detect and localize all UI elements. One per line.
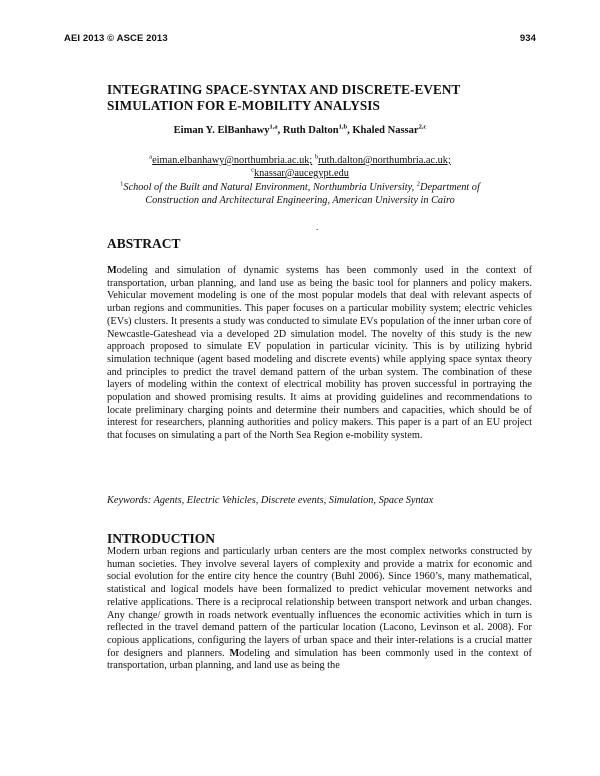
- stray-mark: .: [316, 222, 319, 232]
- email-link[interactable]: knassar@aucegypt.edu: [253, 168, 349, 179]
- email-link[interactable]: eiman.elbanhawy@northumbria.ac.uk;: [152, 155, 313, 166]
- author-name: Khaled Nassar: [352, 125, 419, 136]
- affiliation-2-start: Department of: [420, 182, 480, 193]
- abstract-heading: ABSTRACT: [107, 236, 181, 251]
- introduction-paragraph-end: odeling and simulation has been commonly used in the context of transportation, urban planning, and land use as being the: [107, 647, 532, 672]
- email-superscript: c: [251, 166, 254, 174]
- author-separator: ,: [347, 125, 353, 136]
- author-separator: ,: [277, 125, 283, 136]
- email-link[interactable]: ruth.dalton@northumbria.ac.uk;: [318, 155, 451, 166]
- email-superscript: b: [314, 153, 319, 161]
- author-superscript: 1,b: [338, 123, 348, 131]
- author-list: [0, 125, 600, 136]
- affiliation-superscript: 1: [120, 180, 124, 188]
- affiliations: [0, 181, 600, 207]
- introduction-heading: INTRODUCTION: [107, 531, 216, 546]
- keywords: Keywords: Agents, Electric Vehicles, Discrete events, Simulation, Space Syntax: [107, 495, 434, 506]
- author-name: Ruth Dalton: [282, 125, 339, 136]
- affiliation-2-end: Construction and Architectural Engineering, American University in Cairo: [145, 195, 455, 206]
- title-line-2: SIMULATION FOR E-MOBILITY ANALYSIS: [107, 98, 380, 113]
- title-line-1: INTEGRATING SPACE-SYNTAX AND DISCRETE-EVENT: [107, 82, 461, 97]
- introduction-text: [107, 546, 532, 673]
- author-superscript: 1,a: [269, 123, 278, 131]
- email-superscript: a: [149, 153, 153, 161]
- introduction-lead-letter: M: [229, 647, 240, 659]
- author-emails: [0, 154, 600, 180]
- page-number: 934: [519, 33, 536, 44]
- abstract-text: [107, 265, 532, 443]
- abstract-paragraph: odeling and simulation of dynamic systems has been commonly used in the context of transportation, urban planning, and land use as being the basic tool for planners and policy makers. Vehicular movement modeling is one of the most popular models that deal with relevant aspects of urban regions and communities. This paper focuses on a particular mobility system; electric vehicles (EVs) clusters. It presents a study was conducted to simulate EVs population of the inner urban core of Newcastle-Gateshead via a developed 2D simulation model. The novelty of this study is the new approach proposed to simulate EV population in particular vicinity. This is by utilizing hybrid simulation technique (agent based modeling and discrete events) while applying space syntax theory and principles to predict the travel demand pattern of the urban system. The combination of these layers of modeling within the context of electrical mobility has proven successful in portraying the population and showed promising results. It aims at providing guidelines and recommendations to locate preliminary charging points and determine their numbers and capacities, which should be of interest for researchers, planning authorities and policy makers. This paper is a part of an EU project that focuses on simulating a part of the North Sea Region e-mobility system.: [107, 265, 532, 442]
- abstract-lead-letter: M: [107, 265, 117, 276]
- author-superscript: 2,c: [418, 123, 427, 131]
- affiliation-superscript: 2: [416, 180, 421, 188]
- paper-title: [107, 82, 507, 114]
- running-header: AEI 2013 © ASCE 2013: [64, 33, 168, 44]
- affiliation-1: School of the Built and Natural Environment, Northumbria University,: [123, 182, 417, 193]
- introduction-paragraph-start: Modern urban regions and particularly urban centers are the most complex networks constructed by human societies. They involve several layers of complexity and provide a matrix for economic and social evolution for the entire city hence the country (Buhl 2006). Since 1960’s, many mathematical, statistical and logical models have been formalized to predict vehicular movement networks and relative applications. There is a reciprocal relationship between transport network and urban changes. Any change/ growth in roads network eventually influences the economic activities which in turn is reflected in the travel demand pattern of the particular location (Lacono, Levinson et al. 2008). For copious applications, configuring the layers of urban space and their inter-relations is a crucial matter for designers and planners.: [107, 546, 532, 659]
- author-name: Eiman Y. ElBanhawy: [173, 125, 270, 136]
